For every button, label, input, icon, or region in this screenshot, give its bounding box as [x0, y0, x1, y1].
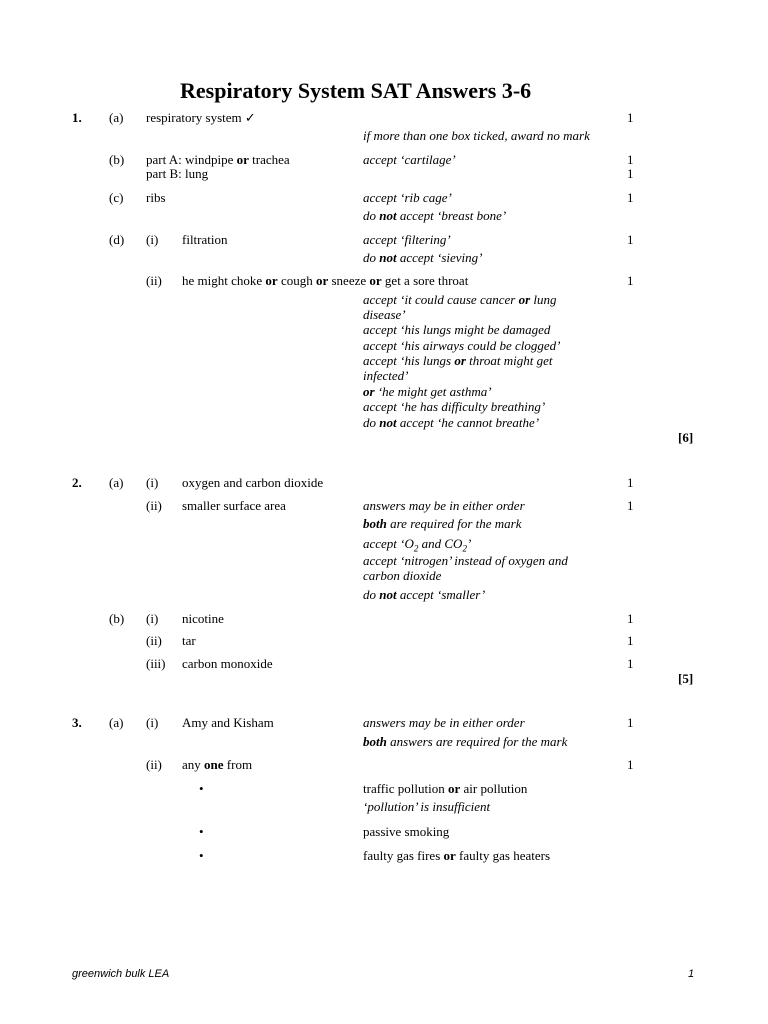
part-label: (a) [109, 715, 124, 730]
answer-text: ribs [146, 190, 166, 205]
question-number: 3. [72, 715, 82, 730]
answer-text: part B: lung [146, 166, 209, 181]
sub-part-label: (i) [146, 232, 159, 247]
sub-part-label: (i) [146, 611, 159, 626]
mark: 1 [627, 633, 634, 648]
note: accept ‘nitrogen’ instead of oxygen and [363, 553, 568, 568]
part-label: (a) [109, 475, 124, 490]
mark: 1 [627, 232, 634, 247]
note: answers may be in either order [363, 498, 525, 513]
mark: 1 [627, 656, 634, 671]
note: ‘pollution’ is insufficient [363, 799, 491, 814]
answer-text: filtration [182, 232, 228, 247]
note: answers may be in either order [363, 715, 525, 730]
mark: 1 [627, 273, 634, 288]
question-number: 2. [72, 475, 82, 490]
part-label: (c) [109, 190, 124, 205]
total-marks: [6] [678, 430, 694, 445]
sub-part-label: (ii) [146, 757, 162, 772]
list-item: faulty gas fires or faulty gas heaters [363, 848, 551, 863]
part-label: (d) [109, 232, 125, 247]
mark: 1 [627, 715, 634, 730]
note: accept ‘it could cause cancer or lung [363, 292, 557, 307]
answer-text: tar [182, 633, 196, 648]
footer-source: greenwich bulk LEA [72, 968, 170, 980]
note: do not accept ‘he cannot breathe’ [363, 415, 540, 430]
note: carbon dioxide [363, 568, 442, 583]
answer-text: any one from [182, 757, 253, 772]
answer-text: oxygen and carbon dioxide [182, 475, 324, 490]
part-label: (b) [109, 611, 125, 626]
note: accept ‘$O_2$ and $CO_2$’ [363, 536, 472, 554]
sub-part-label: (i) [146, 475, 159, 490]
answer-text: carbon monoxide [182, 656, 273, 671]
answer-text: Amy and Kisham [182, 715, 274, 730]
note: do not accept ‘smaller’ [363, 587, 486, 602]
mark: 1 [627, 166, 634, 181]
note: disease’ [363, 307, 406, 322]
total-marks: [5] [678, 671, 694, 686]
mark: 1 [627, 475, 634, 490]
answer-text: smaller surface area [182, 498, 286, 513]
list-item: passive smoking [363, 824, 450, 839]
page-number: 1 [688, 968, 695, 980]
question-number: 1. [72, 110, 82, 125]
mark: 1 [627, 498, 634, 513]
mark: 1 [627, 611, 634, 626]
note: infected’ [363, 368, 409, 383]
answer-text: respiratory system ✓ [146, 110, 256, 125]
sub-part-label: (ii) [146, 498, 162, 513]
mark: 1 [627, 152, 634, 167]
part-label: (a) [109, 110, 124, 125]
bullet-icon: • [199, 781, 204, 796]
note: do not accept ‘breast bone’ [363, 208, 507, 223]
answer-text: he might choke or cough or sneeze or get a sore throat [182, 273, 469, 288]
bullet-icon: • [199, 848, 204, 863]
list-item: traffic pollution or air pollution [363, 781, 528, 796]
part-label: (b) [109, 152, 125, 167]
note: accept ‘his airways could be clogged’ [363, 338, 561, 353]
page-title: Respiratory System SAT Answers 3-6 [180, 78, 532, 103]
note: accept ‘his lungs or throat might get [363, 353, 553, 368]
note: accept ‘his lungs might be damaged [363, 322, 551, 337]
sub-part-label: (i) [146, 715, 159, 730]
note: accept ‘filtering’ [363, 232, 451, 247]
tick-icon: ✓ [244, 110, 256, 125]
note: accept ‘cartilage’ [363, 152, 456, 167]
mark: 1 [627, 757, 634, 772]
note: both are required for the mark [363, 516, 522, 531]
answer-text: nicotine [182, 611, 224, 626]
note: if more than one box ticked, award no mark [363, 128, 590, 143]
note: or ‘he might get asthma’ [363, 384, 492, 399]
note: do not accept ‘sieving’ [363, 250, 483, 265]
sub-part-label: (ii) [146, 273, 162, 288]
sub-part-label: (iii) [146, 656, 166, 671]
note: accept ‘rib cage’ [363, 190, 452, 205]
bullet-icon: • [199, 824, 204, 839]
sub-part-label: (ii) [146, 633, 162, 648]
mark: 1 [627, 110, 634, 125]
note: both answers are required for the mark [363, 734, 568, 749]
mark: 1 [627, 190, 634, 205]
answer-text: part A: windpipe or trachea [146, 152, 290, 167]
note: accept ‘he has difficulty breathing’ [363, 399, 546, 414]
